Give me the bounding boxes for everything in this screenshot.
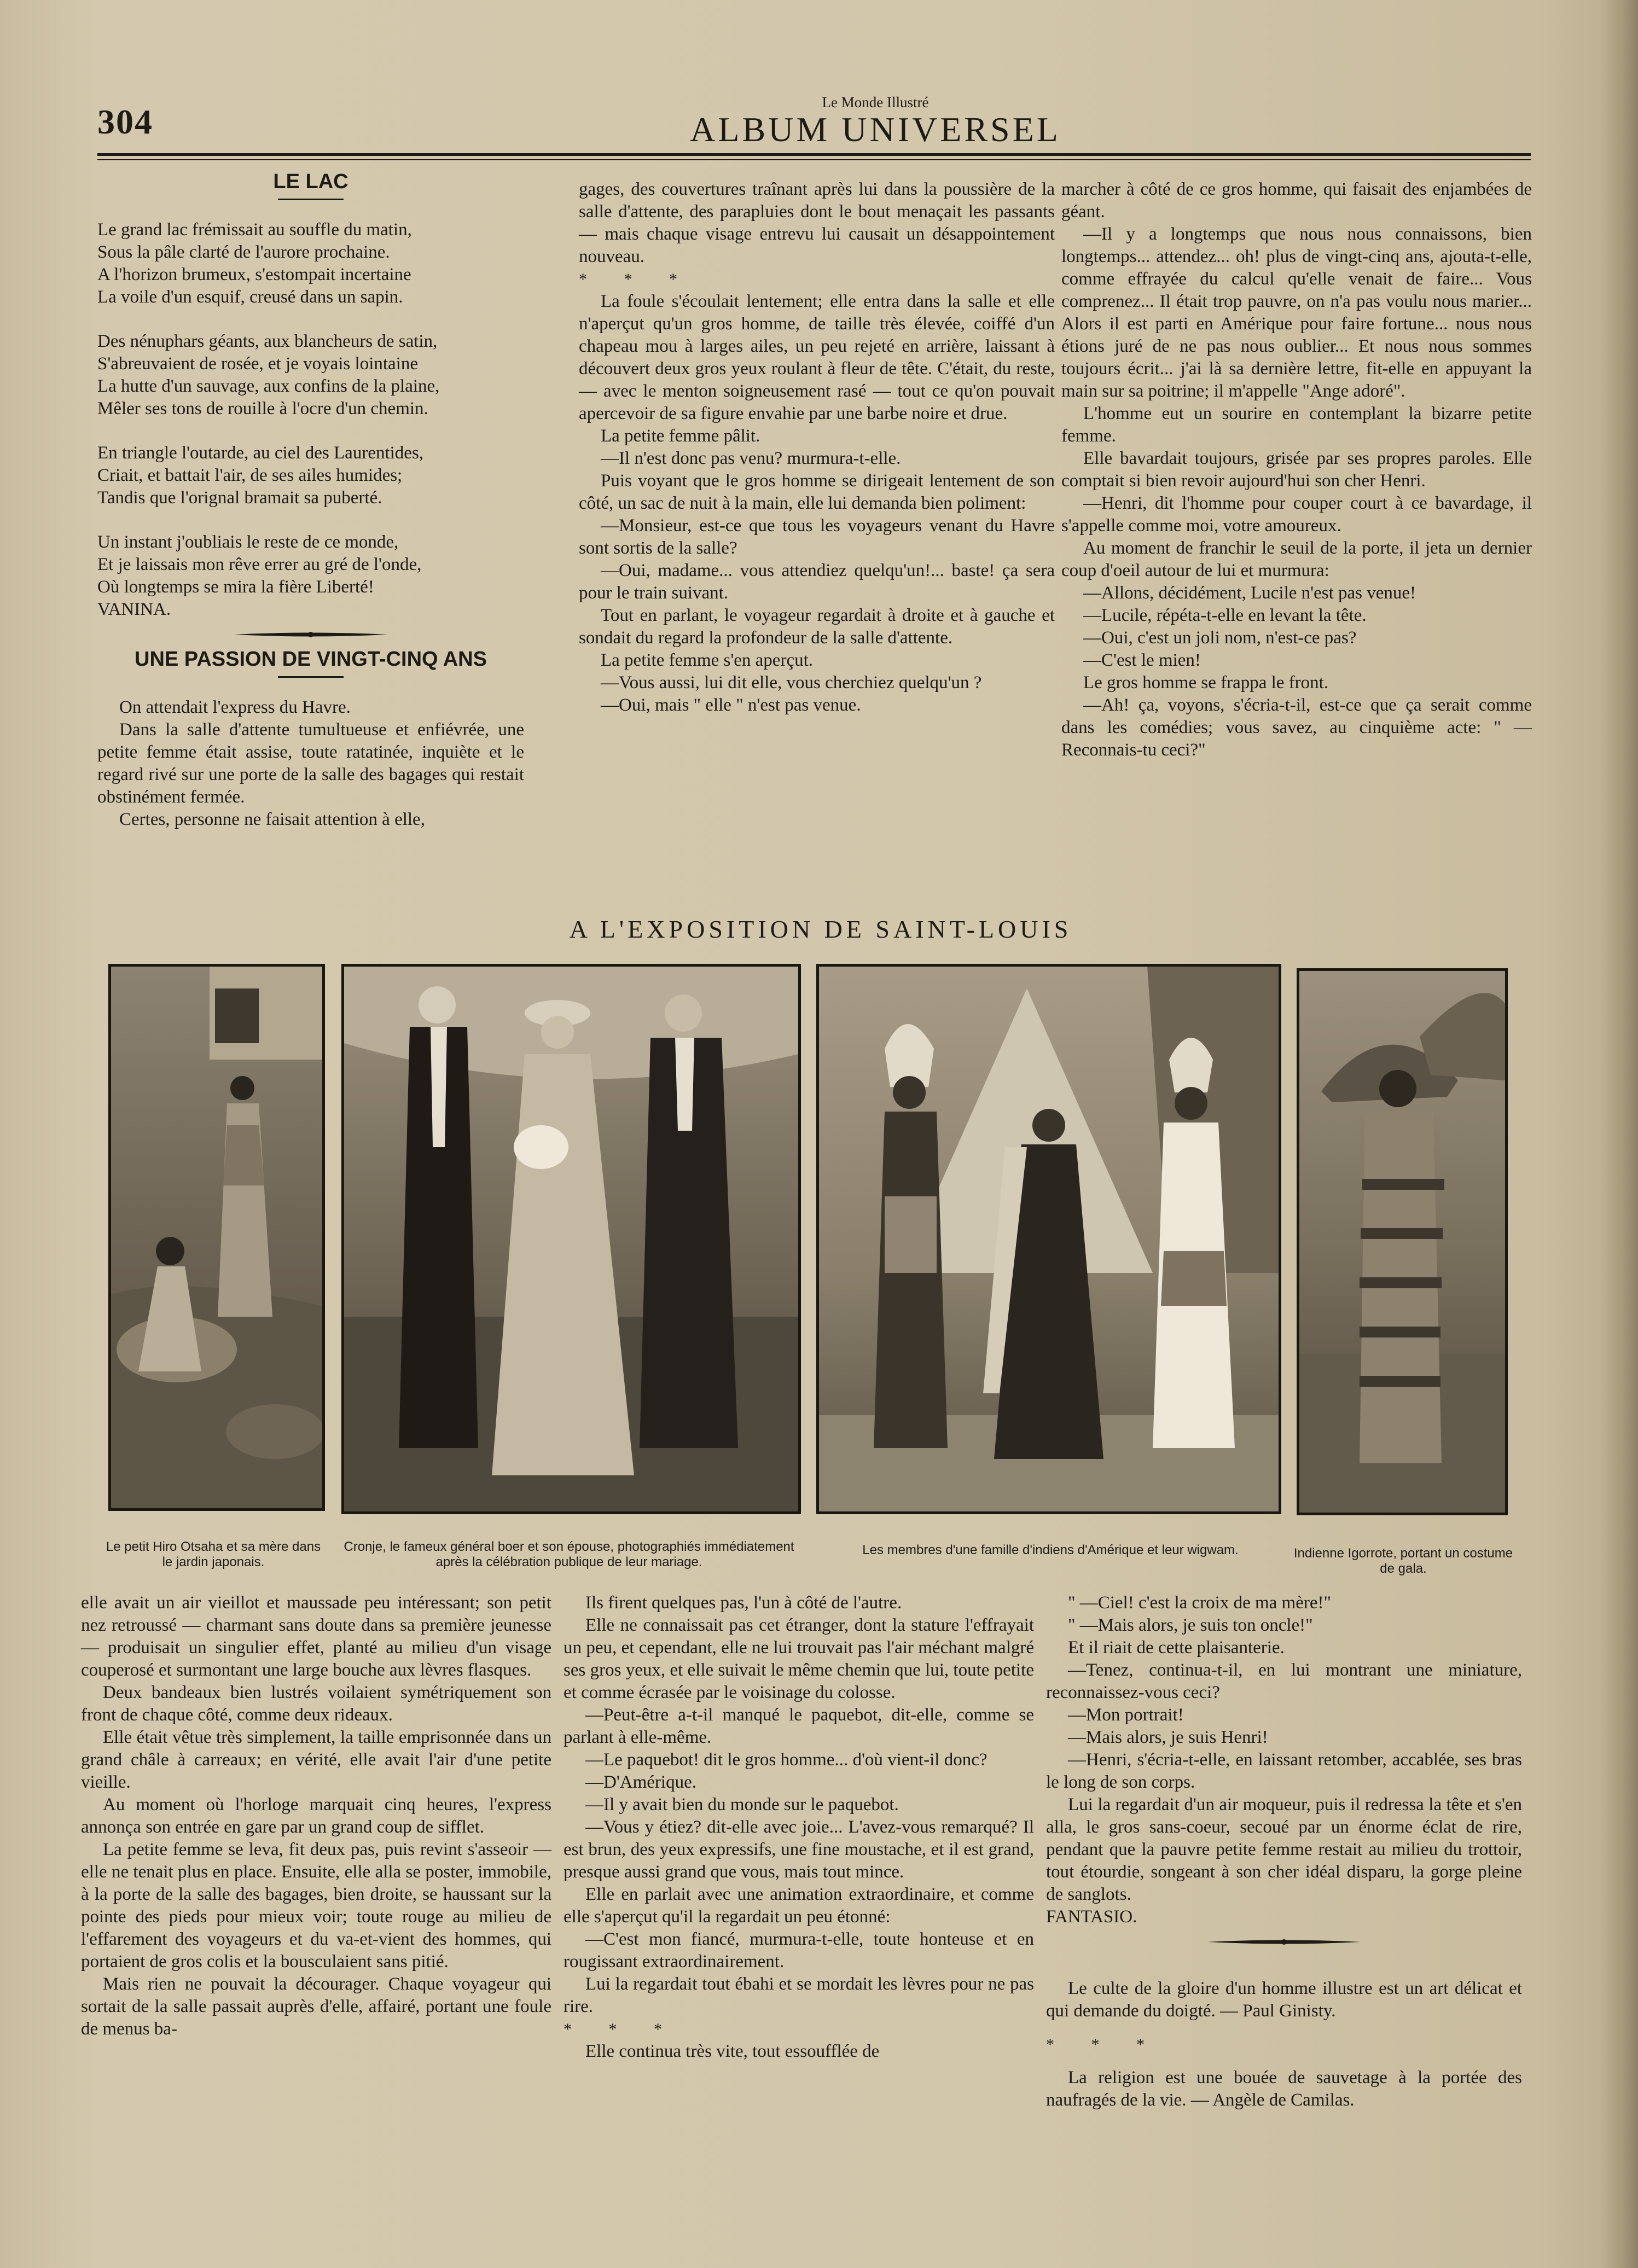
paragraph: —Vous aussi, lui dit elle, vous cherchiez quelqu'un ? [601,673,982,693]
paragraph: La foule s'écoulait lentement; elle entra dans la salle et elle n'aperçut qu'un gros homme, de taille très élevée, coiffé d'un chapeau mou à larges ailes, un peu rejeté en arrière, laissant à découvert deux gros yeux roulant à fleur de tête. C'était, du reste, — avec le menton soigneusement rasé — tout ce qu'on pouvait apercevoir de sa figure envahie par une barbe noire et drue. [579,292,1055,423]
paragraph: —Henri, dit l'homme pour couper court à ce bavardage, il s'appelle comme moi, votre amoureux. [1061,493,1532,536]
paragraph: Et il riait de cette plaisanterie. [1068,1638,1285,1658]
paragraph: Elle continua très vite, tout essoufflée de [585,2042,880,2061]
paragraph: —Ah! ça, voyons, s'écria-t-il, est-ce que ça serait comme dans les comédies; vous savez, au cinquième acte: " —Reconnais-tu ceci?" [1061,695,1532,760]
verse-line: Sous la pâle clarté de l'aurore prochaine. [97,242,390,262]
paragraph: —Peut-être a-t-il manqué le paquebot, dit-elle, comme se parlant à elle-même. [564,1705,1034,1747]
page-number: 304 [97,102,153,141]
verse-line: A l'horizon brumeux, s'estompait incertaine [97,265,411,284]
paragraph: —D'Amérique. [585,1772,696,1792]
paragraph: Le gros homme se frappa le front. [1083,673,1329,693]
caption-japanese-garden: Le petit Hiro Otsaha et sa mère dans le jardin japonais. [106,1539,321,1569]
paragraph: " —Mais alors, je suis ton oncle!" [1068,1615,1313,1635]
photo-cronje-wedding [341,964,801,1514]
paragraph: L'homme eut un sourire en contemplant la bizarre petite femme. [1061,404,1532,446]
paragraph: —C'est mon fiancé, murmura-t-elle, toute honteuse et en rougissant extraordinairement. [564,1929,1034,1972]
paragraph: Elle bavardait toujours, grisée par ses propres paroles. Elle comptait si bien revoir aujourd'hui son cher Henri. [1061,449,1532,491]
paragraph: Elle en parlait avec une animation extraordinaire, et comme elle s'aperçut qu'il la regardait un peu étonné: [564,1885,1034,1927]
paragraph: Elle ne connaissait pas cet étranger, dont la stature l'effrayait un peu, et cependant, elle ne lui trouvait pas l'air méchant malgré ses gros yeux, et elle suivait le même chemin que lui, toute petite et comme écrasée par le voisinage du colosse. [564,1615,1034,1702]
paragraph: Au moment où l'horloge marquait cinq heures, l'express annonça son entrée en gare par un grand coup de sifflet. [81,1795,551,1837]
poem-signature: VANINA. [97,600,171,619]
poem-stanza [97,531,524,598]
publication-name: Le Monde Illustré [822,94,929,111]
paragraph: —Oui, mais " elle " n'est pas venue. [601,695,861,715]
verse-line: Criait, et battait l'air, de ses ailes humides; [97,466,403,485]
lower-column-1 [81,1592,551,2040]
title-rule [278,199,344,200]
paragraph: elle avait un air vieillot et maussade peu intéressant; son petit nez retroussé — charmant sans doute dans sa première jeunesse — produisait un singulier effet, planté au milieu d'un visage couperosé et surmontant une large bouche aux lèvres flasques. [81,1593,551,1680]
verse-line: S'abreuvaient de rosée, et je voyais lointaine [97,354,418,374]
poem-stanza [97,219,524,309]
column-3 [1061,178,1532,761]
paragraph: Ils firent quelques pas, l'un à côté de l'autre. [585,1593,902,1613]
paragraph: La petite femme s'en aperçut. [601,650,814,670]
verse-line: Où longtemps se mira la fière Liberté! [97,577,374,597]
header-rule-thin [97,159,1531,160]
verse-line: Des nénuphars géants, aux blancheurs de satin, [97,332,438,351]
photo-japanese-garden-image [111,967,322,1508]
paragraph: —Mon portrait! [1068,1705,1184,1725]
verse-line: Un instant j'oubliais le reste de ce monde, [97,532,399,552]
poem-stanza [97,330,524,420]
photo-japanese-garden [108,964,325,1511]
verse-line: La hutte d'un sauvage, aux confins de la plaine, [97,376,440,396]
column-2 [579,178,1055,717]
verse-line: Le grand lac frémissait au souffle du matin, [97,220,412,240]
paragraph: gages, des couvertures traînant après lui dans la poussière de la salle d'attente, des parapluies dont le bout menaçait les passants — mais chaque visage entrevu lui causait un désappointement nouveau. [579,179,1055,266]
photo-igorrote-woman [1297,968,1508,1515]
story-title: UNE PASSION DE VINGT-CINQ ANS [135,648,487,671]
story-signature: FANTASIO. [1046,1907,1137,1927]
paragraph: —Il y a longtemps que nous nous connaissons, bien longtemps... attendez... oh! plus de vingt-cinq ans, ajouta-t-elle, comme effrayée du calcul qu'elle venait de faire... Vous comprenez... Il était trop pauvre, on n'a pas voulu nous marier... Alors il est parti en Amérique pour faire fortune... nous nous étions juré de ne pas nous oublier... Et nous nous sommes toujours écrit... j'ai là sa dernière lettre, fit-elle en appuyant la main sur sa poitrine; il m'appelle "Ange adoré". [1061,224,1532,401]
paragraph: Mais rien ne pouvait la décourager. Chaque voyageur qui sortait de la salle passait auprès d'elle, affairé, portant une foule de menus ba- [81,1974,551,2039]
verse-line: En triangle l'outarde, au ciel des Laurentides, [97,443,424,463]
paragraph: " —Ciel! c'est la croix de ma mère!" [1068,1593,1331,1613]
paragraph: —Il y avait bien du monde sur le paquebot. [585,1795,899,1815]
photo-indian-family-image [819,967,1279,1511]
title-rule [278,676,344,678]
paragraph: —Oui, madame... vous attendiez quelqu'un!... baste! ça sera pour le train suivant. [579,561,1055,603]
verse-line: Tandis que l'orignal bramait sa puberté. [97,488,382,508]
verse-line: Mêler ses tons de rouille à l'ocre d'un chemin. [97,399,428,418]
paragraph: —Allons, décidément, Lucile n'est pas venue! [1083,583,1416,603]
paragraph: —Tenez, continua-t-il, en lui montrant une miniature, reconnaissez-vous ceci? [1046,1660,1522,1702]
verse-line: La voile d'un esquif, creusé dans un sapin. [97,287,403,307]
paragraph: La petite femme pâlit. [601,426,760,446]
header-rule [97,153,1531,156]
paragraph: —Mais alors, je suis Henri! [1068,1728,1268,1747]
photo-igorrote-woman-image [1299,971,1505,1513]
paragraph: Certes, personne ne faisait attention à elle, [119,810,425,829]
paragraph: Puis voyant que le gros homme se dirigeait lentement de son côté, un sac de nuit à la main, elle lui demanda bien poliment: [579,471,1055,513]
section-stars: * * * [579,270,694,288]
paragraph: —Henri, s'écria-t-elle, en laissant retomber, accablée, ses bras le long de son corps. [1046,1750,1522,1792]
paragraph: Lui la regardait d'un air moqueur, puis il redressa la tête et s'en alla, le gros sans-coeur, secoué par un énorme éclat de rire, pendant que la pauvre petite femme restait au milieu du trottoir, tout étourdie, songeant à son cher idéal disparu, la gorge pleine de sanglots. [1046,1795,1522,1904]
verse-line: Et je laissais mon rêve errer au gré de l'onde, [97,555,422,574]
lower-column-2 [564,1592,1034,2063]
paragraph: Elle était vêtue très simplement, la taille emprisonnée dans un grand châle à carreaux; en vérité, elle avait l'air d'une petite vieille. [81,1728,551,1792]
paragraph: —Il n'est donc pas venu? murmura-t-elle. [601,449,901,468]
caption-cronje-wedding: Cronje, le fameux général boer et son épouse, photographiés immédiatement après la célébration publique de leur mariage. [344,1539,794,1569]
exposition-title: A L'EXPOSITION DE SAINT-LOUIS [569,915,1072,943]
paragraph: —C'est le mien! [1083,650,1201,670]
ornament-divider [229,629,393,641]
maxim-ginisty: Le culte de la gloire d'un homme illustre est un art délicat et qui demande du doigté. — Paul Ginisty. [1046,1979,1522,2021]
maxim-camilas: La religion est une bouée de sauvetage à la portée des naufragés de la vie. — Angèle de Camilas. [1046,2068,1522,2110]
paragraph: Au moment de franchir le seuil de la porte, il jeta un dernier coup d'oeil autour de lui et murmura: [1061,538,1532,580]
paragraph: marcher à côté de ce gros homme, qui faisait des enjambées de géant. [1061,179,1532,222]
poem-title: LE LAC [273,170,348,193]
paragraph: —Oui, c'est un joli nom, n'est-ce pas? [1083,628,1357,648]
paragraph: Tout en parlant, le voyageur regardait à droite et à gauche et sondait du regard la profondeur de la salle d'attente. [579,606,1055,648]
paragraph: On attendait l'express du Havre. [119,697,351,717]
caption-indian-family: Les membres d'une famille d'indiens d'Amérique et leur wigwam. [862,1543,1239,1557]
paragraph: —Vous y étiez? dit-elle avec joie... L'avez-vous remarqué? Il est brun, des yeux expressifs, une fine moustache, et il est grand, presque aussi grand que vous, mais tout mince. [564,1817,1034,1882]
paragraph: Lui la regardait tout ébahi et se mordait les lèvres pour ne pas rire. [564,1974,1034,2016]
lower-column-3 [1046,1592,1522,2112]
section-stars: * * * [564,2020,678,2038]
page-spine-shadow [1600,0,1638,2268]
poem-stanza [97,442,524,509]
paragraph: —Le paquebot! dit le gros homme... d'où vient-il donc? [585,1750,988,1770]
paragraph: Deux bandeaux bien lustrés voilaient symétriquement son front de chaque côté, comme deux rideaux. [81,1683,551,1725]
photo-indian-family [816,964,1281,1514]
paragraph: —Monsieur, est-ce que tous les voyageurs venant du Havre sont sortis de la salle? [579,516,1055,558]
caption-igorrote-woman: Indienne Igorrote, portant un costume de gala. [1293,1546,1513,1576]
masthead: ALBUM UNIVERSEL [690,110,1061,149]
paragraph: La petite femme se leva, fit deux pas, puis revint s'asseoir — elle ne tenait plus en place. Ensuite, elle alla se poster, immobile, à la porte de la salle des bagages, bien droite, se haussant sur la pointe des pieds pour mieux voir; toute rouge au milieu de l'effarement des voyageurs et du va-et-vient des hommes, qui portaient de gros colis et la bousculaient sans pitié. [81,1840,551,1972]
column-1 [97,171,524,831]
paragraph: Dans la salle d'attente tumultueuse et enfiévrée, une petite femme était assise, toute ratatinée, inquiète et le regard rivé sur une porte de la salle des bagages qui restait obstinément fermée. [97,720,524,807]
paragraph: —Lucile, répéta-t-elle en levant la tête. [1083,606,1367,625]
ornament-divider [1202,1936,1366,1948]
section-stars: * * * [1046,2036,1161,2054]
photo-cronje-wedding-image [344,967,798,1511]
